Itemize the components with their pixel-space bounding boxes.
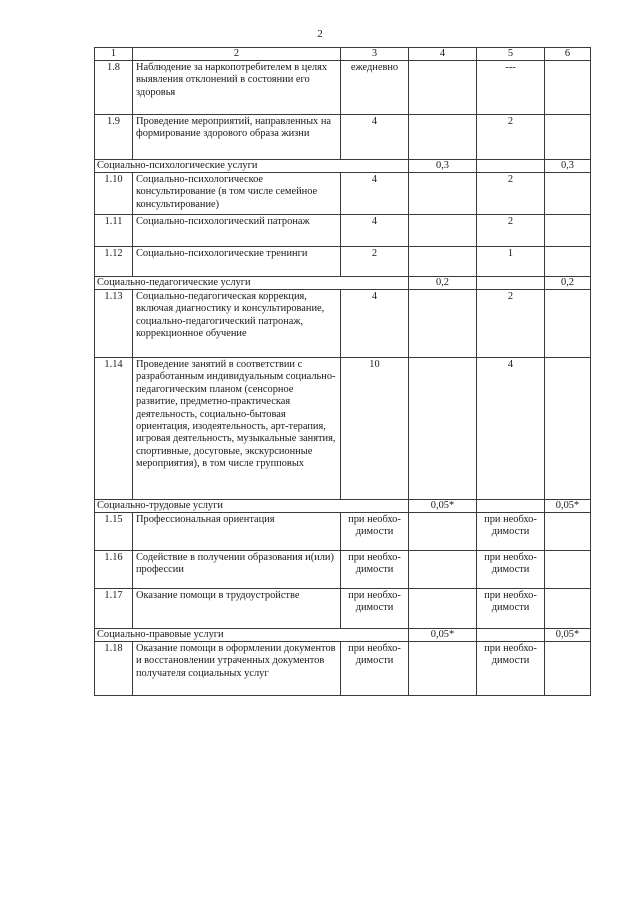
header-cell: 5 [477, 48, 545, 61]
section-value-col5 [477, 629, 545, 642]
value-col6 [545, 215, 591, 247]
value-col3: при необхо-димости [341, 642, 409, 696]
value-col6 [545, 290, 591, 358]
section-value-col6: 0,05* [545, 500, 591, 513]
value-col4 [409, 551, 477, 589]
section-title: Социально-педагогические услуги [95, 277, 409, 290]
service-name: Оказание помощи в оформлении документов и восстановлении утраченных документов получателя социальных услуг [133, 642, 341, 696]
value-col5: при необхо-димости [477, 513, 545, 551]
table-row [95, 173, 591, 215]
table-row [95, 247, 591, 277]
value-col6 [545, 513, 591, 551]
service-name: Социально-психологическое консультирование (в том числе семейное консультирование) [133, 173, 341, 215]
row-number: 1.9 [95, 115, 133, 160]
section-title: Социально-трудовые услуги [95, 500, 409, 513]
section-row [95, 160, 591, 173]
section-value-col5 [477, 277, 545, 290]
header-cell: 2 [133, 48, 341, 61]
services-table [94, 47, 591, 696]
table-row [95, 513, 591, 551]
section-value-col5 [477, 160, 545, 173]
value-col5: --- [477, 61, 545, 115]
value-col5: при необхо-димости [477, 642, 545, 696]
value-col6 [545, 642, 591, 696]
header-cell: 3 [341, 48, 409, 61]
row-number: 1.13 [95, 290, 133, 358]
value-col3: 10 [341, 358, 409, 500]
value-col4 [409, 247, 477, 277]
value-col3: 4 [341, 290, 409, 358]
value-col5: 2 [477, 173, 545, 215]
row-number: 1.18 [95, 642, 133, 696]
section-value-col4: 0,3 [409, 160, 477, 173]
value-col4 [409, 61, 477, 115]
value-col4 [409, 290, 477, 358]
section-value-col4: 0,05* [409, 500, 477, 513]
value-col3: ежедневно [341, 61, 409, 115]
row-number: 1.14 [95, 358, 133, 500]
service-name: Наблюдение за наркопотребителем в целях выявления отклонений в состоянии его здоровья [133, 61, 341, 115]
value-col5: 1 [477, 247, 545, 277]
value-col5: 2 [477, 290, 545, 358]
value-col6 [545, 247, 591, 277]
row-number: 1.11 [95, 215, 133, 247]
service-name: Социально-психологический патронаж [133, 215, 341, 247]
section-row [95, 500, 591, 513]
value-col6 [545, 589, 591, 629]
header-cell: 6 [545, 48, 591, 61]
value-col5: 2 [477, 115, 545, 160]
value-col3: 4 [341, 115, 409, 160]
section-value-col6: 0,3 [545, 160, 591, 173]
value-col5: при необхо-димости [477, 551, 545, 589]
section-row [95, 277, 591, 290]
value-col5: при необхо-димости [477, 589, 545, 629]
row-number: 1.10 [95, 173, 133, 215]
table-row [95, 358, 591, 500]
table-row [95, 642, 591, 696]
table-row [95, 551, 591, 589]
value-col6 [545, 61, 591, 115]
value-col3: 4 [341, 173, 409, 215]
header-cell: 4 [409, 48, 477, 61]
service-name: Профессиональная ориентация [133, 513, 341, 551]
header-row [95, 48, 591, 61]
service-name: Социально-психологические тренинги [133, 247, 341, 277]
value-col4 [409, 513, 477, 551]
row-number: 1.16 [95, 551, 133, 589]
value-col5: 2 [477, 215, 545, 247]
row-number: 1.8 [95, 61, 133, 115]
table-row [95, 115, 591, 160]
section-title: Социально-правовые услуги [95, 629, 409, 642]
service-name: Проведение занятий в соответствии с разработанным индивидуальным социально-педагогическим планом (сенсорное развитие, предметно-практическая деятельность, социально-бытовая ориентация, изодеятельность, арт-терапия, игровая деятельность, музыкальные занятия, спортивные, досуговые, экскурсионные мероприятия), в том числе групповых [133, 358, 341, 500]
service-name: Оказание помощи в трудоустройстве [133, 589, 341, 629]
value-col3: при необхо-димости [341, 513, 409, 551]
value-col4 [409, 215, 477, 247]
service-name: Социально-педагогическая коррекция, включая диагностику и консультирование, социально-педагогический патронаж, коррекционное обучение [133, 290, 341, 358]
value-col5: 4 [477, 358, 545, 500]
section-row [95, 629, 591, 642]
table-row [95, 290, 591, 358]
value-col3: 4 [341, 215, 409, 247]
row-number: 1.12 [95, 247, 133, 277]
service-name: Проведение мероприятий, направленных на формирование здорового образа жизни [133, 115, 341, 160]
value-col3: при необхо-димости [341, 589, 409, 629]
value-col6 [545, 115, 591, 160]
service-name: Содействие в получении образования и(или) профессии [133, 551, 341, 589]
section-value-col6: 0,2 [545, 277, 591, 290]
value-col4 [409, 642, 477, 696]
value-col4 [409, 173, 477, 215]
header-cell: 1 [95, 48, 133, 61]
row-number: 1.17 [95, 589, 133, 629]
page-number: 2 [317, 28, 323, 40]
value-col6 [545, 358, 591, 500]
table-row [95, 215, 591, 247]
table-row [95, 589, 591, 629]
table-row [95, 61, 591, 115]
value-col6 [545, 173, 591, 215]
section-value-col6: 0,05* [545, 629, 591, 642]
value-col6 [545, 551, 591, 589]
section-value-col5 [477, 500, 545, 513]
value-col3: 2 [341, 247, 409, 277]
value-col4 [409, 115, 477, 160]
value-col4 [409, 589, 477, 629]
section-value-col4: 0,05* [409, 629, 477, 642]
section-value-col4: 0,2 [409, 277, 477, 290]
value-col4 [409, 358, 477, 500]
row-number: 1.15 [95, 513, 133, 551]
value-col3: при необхо-димости [341, 551, 409, 589]
section-title: Социально-психологические услуги [95, 160, 409, 173]
